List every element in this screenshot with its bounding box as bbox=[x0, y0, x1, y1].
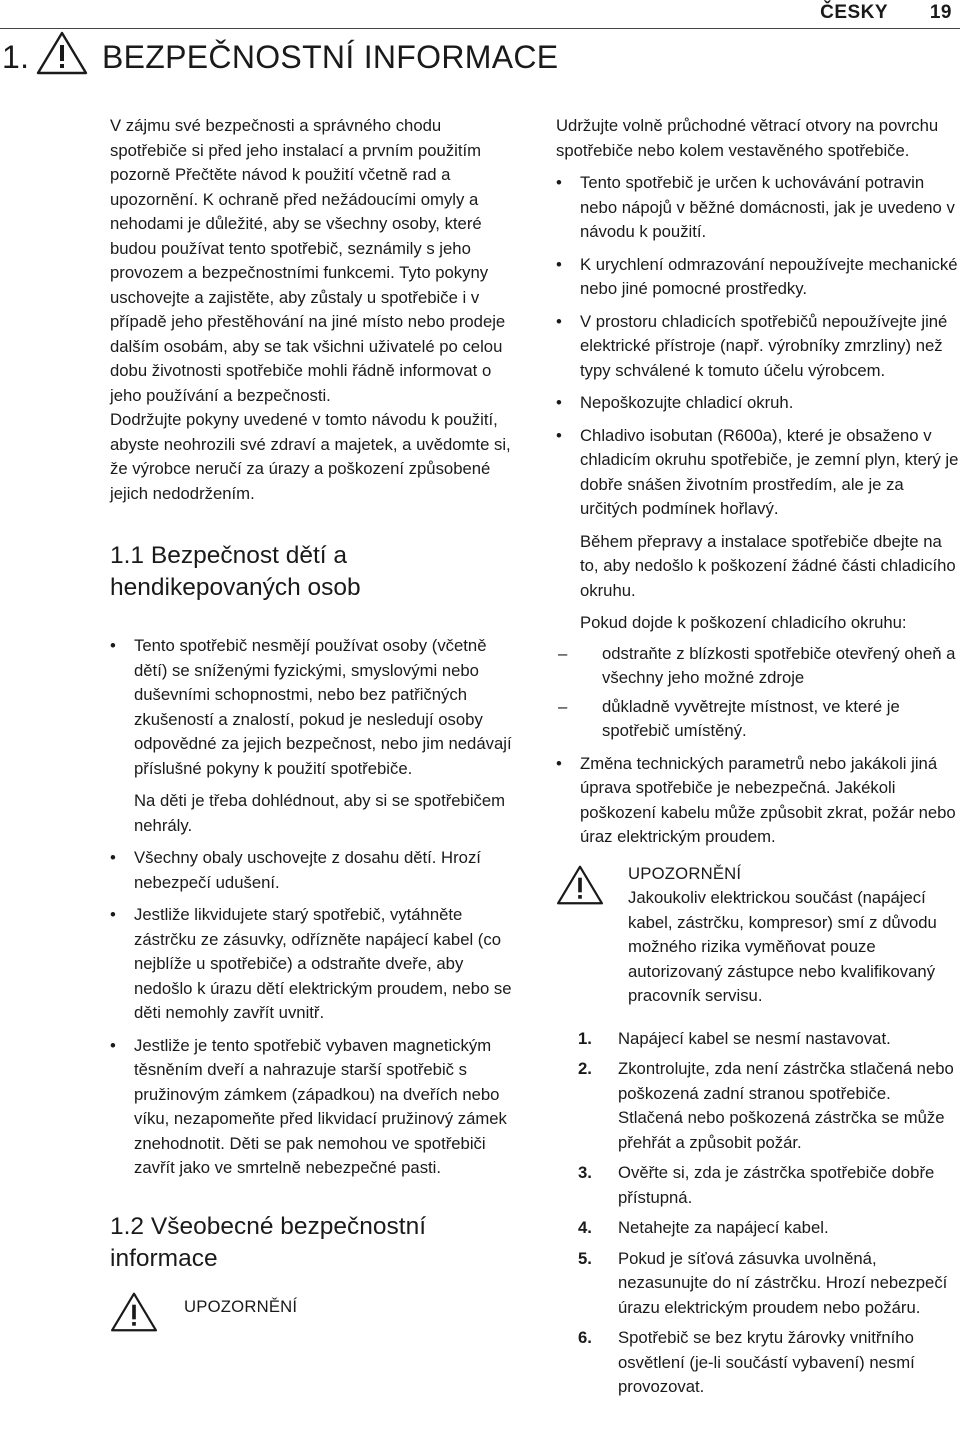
dash-item-text: odstraňte z blízkosti spotřebiče otevřený oheň a všechny jeho možné zdroje bbox=[602, 643, 956, 687]
step-number: 5. bbox=[578, 1248, 592, 1268]
list-item bbox=[556, 310, 960, 384]
list-item bbox=[110, 846, 515, 895]
section-heading-1-1: 1.1 Bezpečnost dětí a hendikepovaných osob bbox=[110, 542, 361, 601]
step-item bbox=[578, 1326, 960, 1400]
warning-triangle-icon bbox=[556, 862, 628, 1009]
page-number: 19 bbox=[929, 2, 952, 23]
bullet-icon: • bbox=[556, 753, 562, 773]
step-text: Zkontrolujte, zda není zástrčka stlačená nebo poškozená zadní stranou spotřebiče. Stlačená nebo poškozená zástrčka se může přehřát a způsobit požár. bbox=[618, 1059, 954, 1152]
warning-text: Jakoukoliv elektrickou součást (napájecí kabel, zástrčku, kompresor) smí z důvodu možného rizika vyměňovat pouze autorizovaný zástupce nebo kvalifikovaný pracovník servisu. bbox=[628, 888, 937, 1005]
bullet-icon: • bbox=[556, 173, 562, 192]
list-item bbox=[110, 634, 515, 838]
intro-paragraph-2: Dodržujte pokyny uvedené v tomto návodu k použití, abyste neohrozili své zdraví a majetek, a uvědomte si, že výrobce neručí za úrazy a poškození způsobené jejich nedodržením. bbox=[110, 410, 511, 503]
page-header bbox=[820, 2, 952, 24]
step-item bbox=[578, 1216, 960, 1241]
list-item-text: Jestliže likvidujete starý spotřebič, vytáhněte zástrčku ze zásuvky, odřízněte napájecí kabel (co nejblíže u spotřebiče) a odstraňte dveře, aby nedošlo k úrazu dětí elektrickým proudem, nebo se děti nemohly zavřít uvnitř. bbox=[134, 905, 512, 1022]
list-item bbox=[110, 903, 515, 1026]
list-item bbox=[556, 424, 960, 744]
list-item-note: Během přepravy a instalace spotřebiče dbejte na to, aby nedošlo k poškození žádné části chladicího okruhu. bbox=[580, 531, 956, 600]
list-item bbox=[556, 752, 960, 850]
list-item bbox=[110, 1034, 515, 1181]
step-item bbox=[578, 1161, 960, 1210]
list-item-text: Chladivo isobutan (R600a), které je obsaženo v chladicím okruhu spotřebiče, je zemní plyn, který je dobře snášen životním prostředím, ale je za určitých podmínek hořlavý. bbox=[580, 425, 959, 518]
list-item-note: Pokud dojde k poškození chladicího okruhu: bbox=[580, 613, 907, 632]
intro-paragraph: V zájmu své bezpečnosti a správného chodu spotřebiče si před jeho instalací a prvním použitím pozorně Přečtěte návod k použití včetně rad a upozornění. K ochraně před nežádoucími omyly a nehodami je důležité, aby se všechny osoby, které budou používat tento spotřebič, seznámily s jeho provozem a bezpečnostními funkcemi. Tyto pokyny uschovejte a zajistěte, aby zůstaly u spotřebiče i v případě jeho přestěhování na jiné místo nebo prodeje dalším osobám, aby se tak všichni uživatelé po celou dobu životnosti spotřebiče mohli řádně informovat o jeho používání a bezpečnosti. bbox=[110, 116, 506, 405]
list-item-note: Na děti je třeba dohlédnout, aby si se spotřebičem nehrály. bbox=[134, 791, 506, 835]
bullet-icon: • bbox=[556, 254, 562, 274]
list-item bbox=[556, 391, 960, 416]
step-text: Netahejte za napájecí kabel. bbox=[618, 1218, 829, 1237]
refrigerant-damage-steps bbox=[558, 642, 960, 744]
step-text: Ověřte si, zda je zástrčka spotřebiče dobře přístupná. bbox=[618, 1163, 935, 1207]
bullet-icon: • bbox=[110, 1035, 116, 1055]
warning-title: UPOZORNĚNÍ bbox=[184, 1296, 298, 1316]
step-number: 4. bbox=[578, 1218, 592, 1237]
dash-icon: – bbox=[558, 696, 568, 716]
bullet-icon: • bbox=[110, 905, 116, 924]
ventilation-paragraph: Udržujte volně průchodné větrací otvory na povrchu spotřebiče nebo kolem vestavěného spotřebiče. bbox=[556, 116, 939, 160]
bullet-icon: • bbox=[110, 848, 116, 867]
bullet-icon: • bbox=[110, 636, 116, 655]
step-item bbox=[578, 1057, 960, 1155]
step-text: Spotřebič se bez krytu žárovky vnitřního osvětlení (je-li součástí vybavení) nesmí provozovat. bbox=[618, 1328, 915, 1396]
list-item-text: K urychlení odmrazování nepoužívejte mechanické nebo jiné pomocné prostředky. bbox=[580, 254, 958, 298]
step-item bbox=[578, 1027, 960, 1052]
list-item-text: Změna technických parametrů nebo jakákoli jiná úprava spotřebiče je nebezpečná. Jakékoli poškození kabelu může způsobit zkrat, požár nebo úraz elektrickým proudem. bbox=[580, 753, 956, 846]
step-number: 2. bbox=[578, 1059, 592, 1078]
general-safety-list bbox=[556, 171, 960, 850]
warning-triangle-icon bbox=[110, 1289, 184, 1341]
warning-callout bbox=[556, 862, 960, 1009]
power-cable-steps bbox=[578, 1027, 960, 1400]
chapter-heading bbox=[2, 32, 558, 82]
right-column bbox=[556, 114, 960, 1406]
step-item bbox=[578, 1247, 960, 1321]
list-item-text: Nepoškozujte chladicí okruh. bbox=[580, 393, 794, 412]
dash-item-text: důkladně vyvětrejte místnost, ve které je spotřebič umístěný. bbox=[602, 696, 900, 740]
list-item bbox=[556, 171, 960, 245]
left-column bbox=[110, 114, 515, 1340]
list-item-text: Všechny obaly uschovejte z dosahu dětí. Hrozí nebezpečí udušení. bbox=[134, 848, 481, 892]
bullet-icon: • bbox=[556, 311, 562, 331]
step-text: Napájecí kabel se nesmí nastavovat. bbox=[618, 1028, 891, 1048]
step-number: 1. bbox=[578, 1028, 592, 1048]
header-rule bbox=[0, 28, 960, 29]
list-item-text: Jestliže je tento spotřebič vybaven magnetickým těsněním dveří a nahrazuje starší spotřebič s pružinovým zámkem (západkou) na dveřích nebo víku, nezapomeňte před likvidací pružinový zámek znehodnotit. Děti se pak nemohou ve spotřebiči zavřít jako ve smrtelně nebezpečné pasti. bbox=[134, 1035, 507, 1177]
section-heading-1-2: 1.2 Všeobecné bezpečnostní informace bbox=[110, 1212, 427, 1272]
bullet-icon: • bbox=[556, 393, 562, 412]
bullet-icon: • bbox=[556, 425, 562, 445]
chapter-title: BEZPEČNOSTNÍ INFORMACE bbox=[102, 38, 559, 75]
dash-item bbox=[558, 642, 960, 691]
step-number: 6. bbox=[578, 1328, 592, 1347]
chapter-number: 1. bbox=[2, 38, 30, 75]
child-safety-list bbox=[110, 634, 515, 1181]
dash-item bbox=[558, 695, 960, 744]
warning-title: UPOZORNĚNÍ bbox=[628, 863, 742, 883]
dash-icon: – bbox=[558, 643, 568, 663]
list-item bbox=[556, 253, 960, 302]
list-item-text: V prostoru chladicích spotřebičů nepoužívejte jiné elektrické přístroje (např. výrobníky zmrzliny) než typy schválené k tomuto účelu výrobcem. bbox=[580, 311, 948, 380]
list-item-text: Tento spotřebič nesmějí používat osoby (včetně dětí) se sníženými fyzickými, smyslovými nebo duševními schopnostmi, nebo bez patřičných zkušeností a znalostí, pokud je nesledují osoby odpovědné za jejich bezpečnost, nebo jim nedávají příslušné pokyny k použití spotřebiče. bbox=[134, 636, 512, 778]
step-number: 3. bbox=[578, 1163, 592, 1182]
warning-callout bbox=[110, 1289, 515, 1341]
language-label: ČESKY bbox=[820, 2, 889, 23]
list-item-text: Tento spotřebič je určen k uchovávání potravin nebo nápojů v běžné domácnosti, jak je uvedeno v návodu k použití. bbox=[580, 173, 955, 241]
warning-triangle-icon bbox=[36, 30, 88, 84]
step-text: Pokud je síťová zásuvka uvolněná, nezasunujte do ní zástrčku. Hrozí nebezpečí úrazu elektrickým proudem nebo požáru. bbox=[618, 1248, 948, 1317]
